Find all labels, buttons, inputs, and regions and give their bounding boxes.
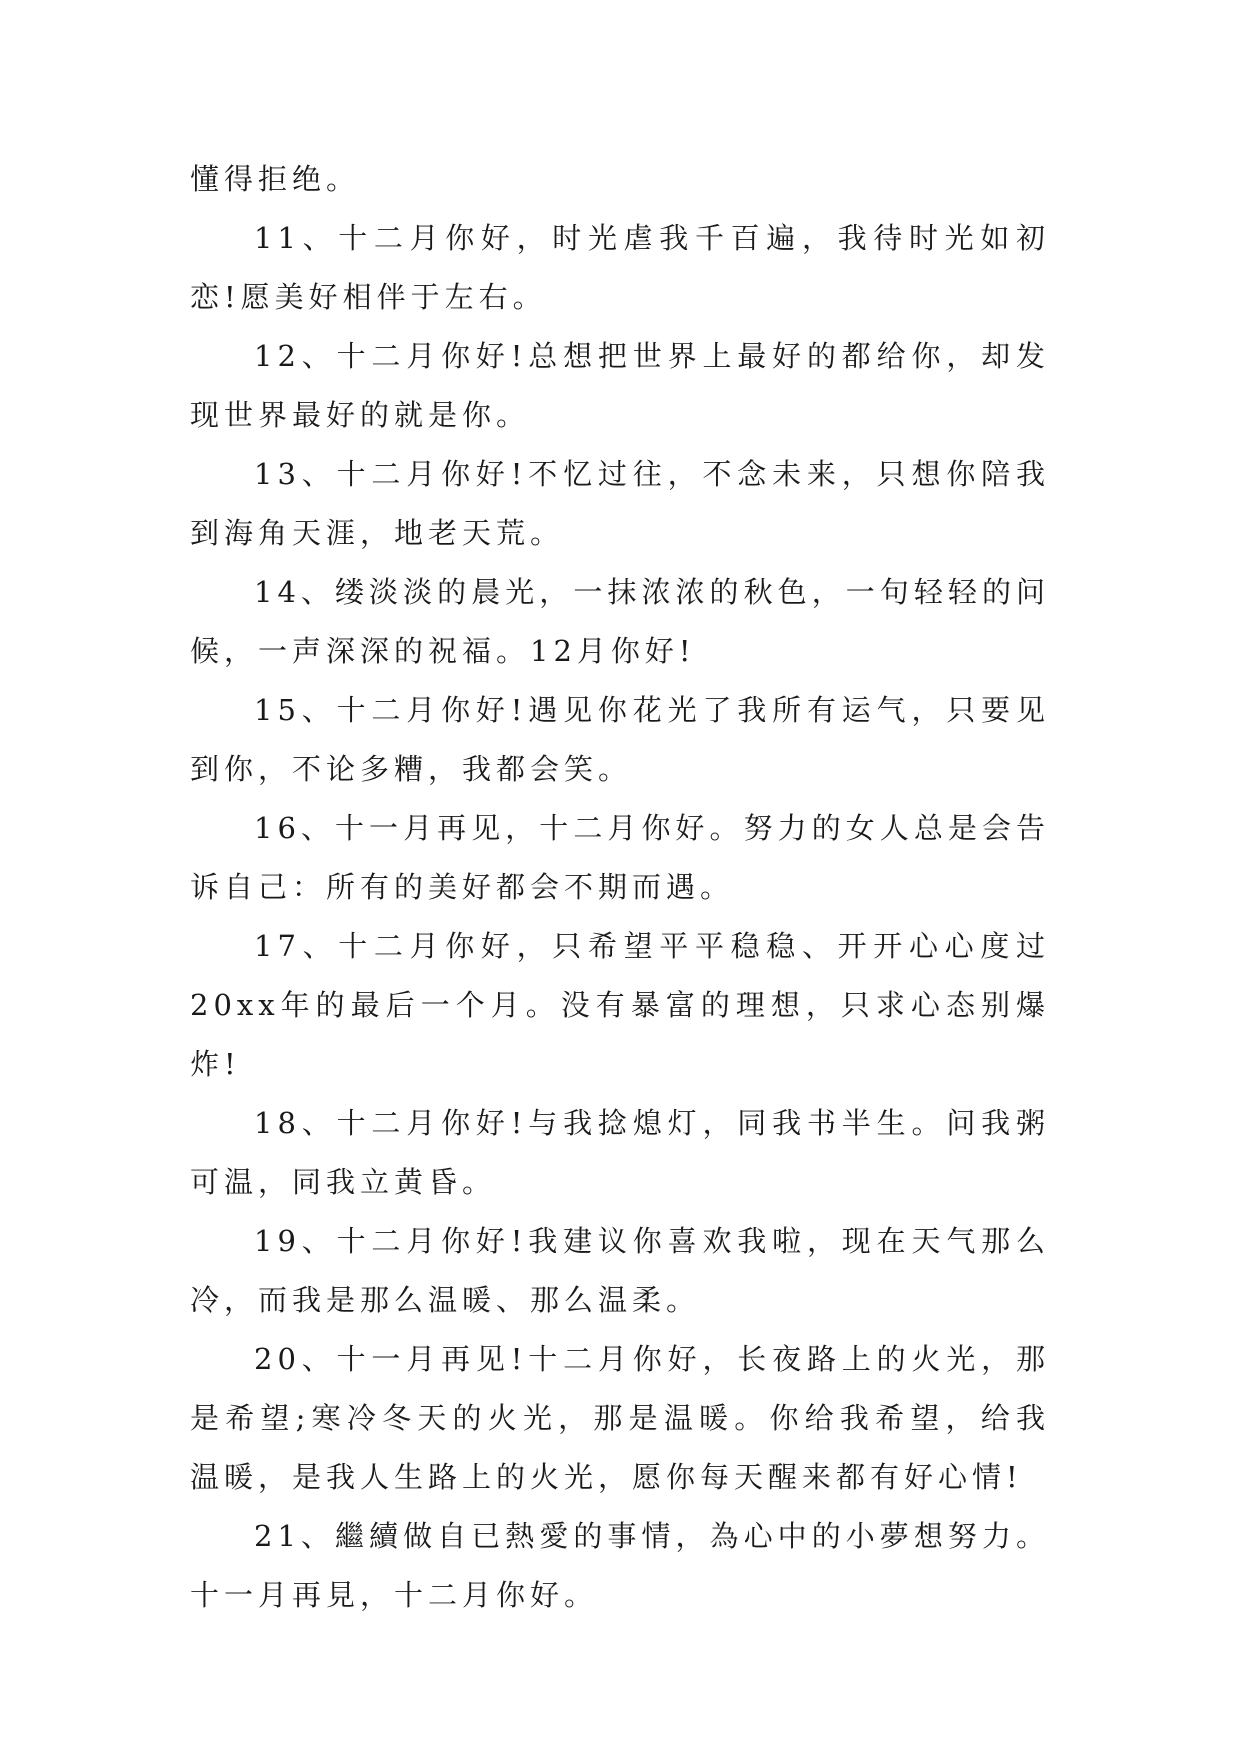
paragraph-item-19: 19、十二月你好!我建议你喜欢我啦，现在天气那么冷，而我是那么温暖、那么温柔。 bbox=[190, 1224, 1050, 1317]
paragraph-item-14: 14、缕淡淡的晨光，一抹浓浓的秋色，一句轻轻的问候，一声深深的祝福。12月你好! bbox=[190, 575, 1050, 668]
paragraph-continued: 懂得拒绝。 bbox=[190, 162, 361, 196]
paragraph-item-11: 11、十二月你好，时光虐我千百遍，我待时光如初恋!愿美好相伴于左右。 bbox=[190, 221, 1050, 314]
paragraph-item-13: 13、十二月你好!不忆过往，不念未来，只想你陪我到海角天涯，地老天荒。 bbox=[190, 457, 1050, 550]
paragraph-item-16: 16、十一月再见，十二月你好。努力的女人总是会告诉自己：所有的美好都会不期而遇。 bbox=[190, 811, 1050, 904]
paragraph-item-17: 17、十二月你好，只希望平平稳稳、开开心心度过20xx年的最后一个月。没有暴富的理想，只求心态别爆炸! bbox=[190, 929, 1050, 1081]
paragraph-item-21: 21、繼續做自已熱愛的事情，為心中的小夢想努力。十一月再見，十二月你好。 bbox=[190, 1519, 1050, 1612]
paragraph-item-12: 12、十二月你好!总想把世界上最好的都给你，却发现世界最好的就是你。 bbox=[190, 339, 1050, 432]
paragraph-item-15: 15、十二月你好!遇见你花光了我所有运气，只要见到你，不论多糟，我都会笑。 bbox=[190, 693, 1050, 786]
document-body bbox=[190, 150, 1050, 1625]
paragraph-item-20: 20、十一月再见!十二月你好，长夜路上的火光，那是希望;寒冷冬天的火光，那是温暖。你给我希望，给我温暖，是我人生路上的火光，愿你每天醒来都有好心情! bbox=[190, 1342, 1050, 1494]
paragraph-item-18: 18、十二月你好!与我捻熄灯，同我书半生。问我粥可温，同我立黄昏。 bbox=[190, 1106, 1050, 1199]
